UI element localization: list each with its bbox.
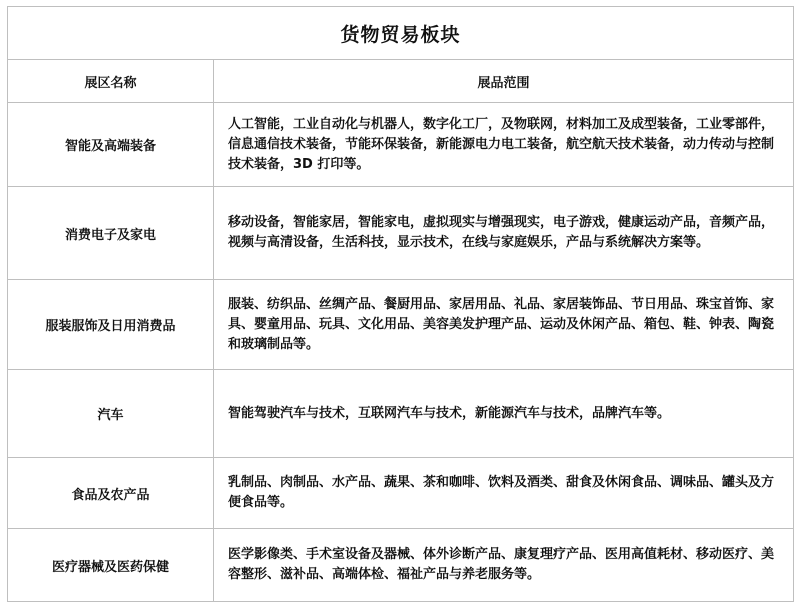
title-row xyxy=(8,7,794,60)
table-title: 货物贸易板块 xyxy=(8,7,794,60)
table-row xyxy=(8,370,794,458)
table-row xyxy=(8,280,794,370)
zone-name-cell: 汽车 xyxy=(8,370,214,458)
table-row xyxy=(8,187,794,280)
scope-cell: 医学影像类、手术室设备及器械、体外诊断产品、康复理疗产品、医用高值耗材、移动医疗、美容整形、滋补品、高端体检、福祉产品与养老服务等。 xyxy=(214,529,794,602)
zone-name-cell: 食品及农产品 xyxy=(8,458,214,529)
exhibition-table xyxy=(7,6,794,602)
scope-header: 展品范围 xyxy=(214,60,794,103)
scope-cell: 服装、纺织品、丝绸产品、餐厨用品、家居用品、礼品、家居装饰品、节日用品、珠宝首饰、家具、婴童用品、玩具、文化用品、美容美发护理产品、运动及休闲产品、箱包、鞋、钟表、陶瓷和玻璃制品等。 xyxy=(214,280,794,370)
zone-name-cell: 医疗器械及医药保健 xyxy=(8,529,214,602)
zone-name-cell: 消费电子及家电 xyxy=(8,187,214,280)
zone-name-cell: 智能及高端装备 xyxy=(8,103,214,187)
scope-cell: 人工智能，工业自动化与机器人，数字化工厂，及物联网，材料加工及成型装备，工业零部件，信息通信技术装备，节能环保装备，新能源电力电工装备，航空航天技术装备，动力传动与控制技术装备，3D 打印等。 xyxy=(214,103,794,187)
zone-name-cell: 服装服饰及日用消费品 xyxy=(8,280,214,370)
zone-header: 展区名称 xyxy=(8,60,214,103)
scope-cell: 移动设备，智能家居，智能家电，虚拟现实与增强现实，电子游戏，健康运动产品，音频产品，视频与高清设备，生活科技，显示技术，在线与家庭娱乐，产品与系统解决方案等。 xyxy=(214,187,794,280)
table-row xyxy=(8,103,794,187)
scope-cell: 智能驾驶汽车与技术，互联网汽车与技术，新能源汽车与技术，品牌汽车等。 xyxy=(214,370,794,458)
scope-cell: 乳制品、肉制品、水产品、蔬果、茶和咖啡、饮料及酒类、甜食及休闲食品、调味品、罐头及方便食品等。 xyxy=(214,458,794,529)
table-row xyxy=(8,458,794,529)
header-row xyxy=(8,60,794,103)
table-row xyxy=(8,529,794,602)
